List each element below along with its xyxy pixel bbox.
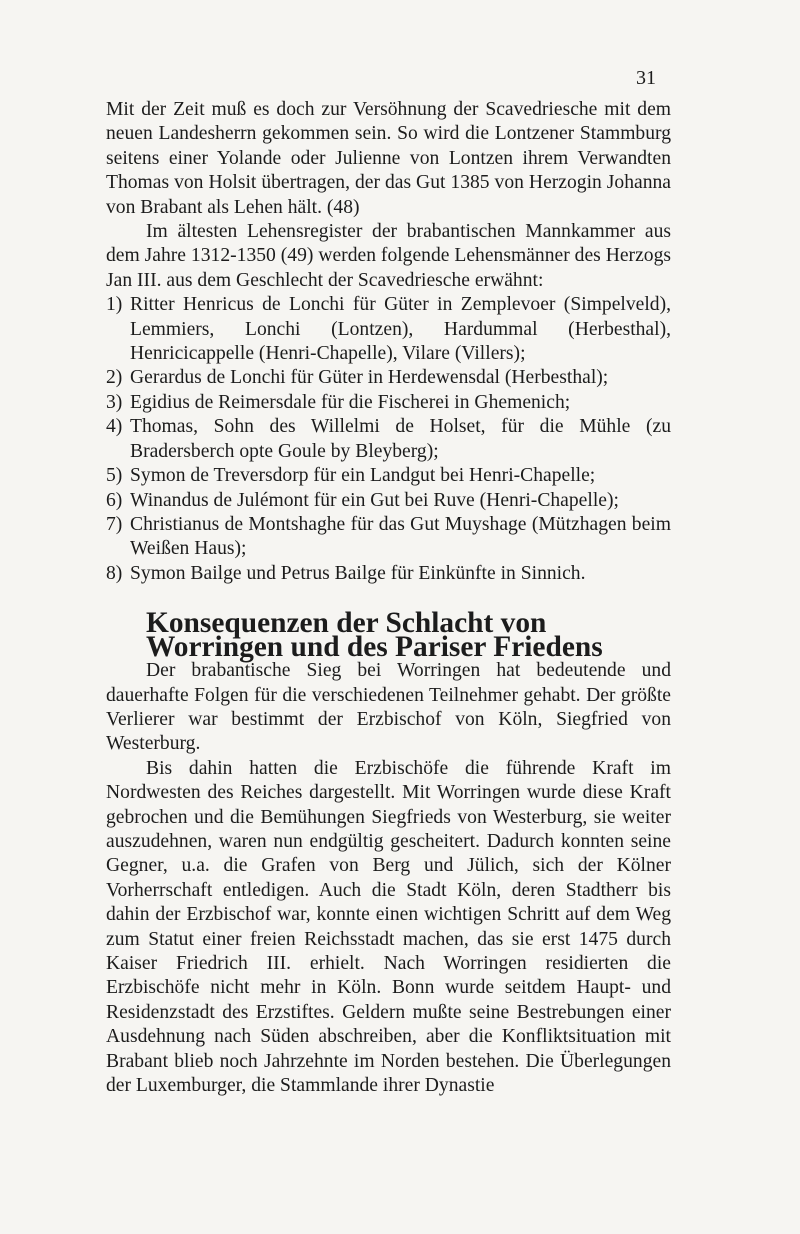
list-item-number: 8)	[106, 562, 123, 584]
list-item	[106, 464, 671, 488]
list-item	[106, 366, 671, 390]
page-number: 31	[636, 67, 656, 89]
list-item-text: Winandus de Julémont für ein Gut bei Ruve (Henri-Chapelle);	[130, 489, 619, 511]
list-item-text: Egidius de Reimersdale für die Fischerei in Ghemenich;	[130, 391, 571, 413]
paragraph: Mit der Zeit muß es doch zur Versöhnung der Scavedriesche mit dem neuen Landesherrn gekommen sein. So wird die Lontzener Stammburg seitens einer Yolande oder Julienne von Lontzen ihrem Verwandten Thomas von Holsit übertragen, der das Gut 1385 von Herzogin Johanna von Brabant als Lehen hält. (48)	[106, 99, 671, 218]
list-item-number: 2)	[106, 367, 123, 389]
list-item-number: 3)	[106, 391, 123, 413]
list-item-number: 1)	[106, 294, 123, 316]
list-item	[106, 415, 671, 464]
list-item-text: Symon de Treversdorp für ein Landgut bei Henri-Chapelle;	[130, 465, 596, 487]
list-item-number: 6)	[106, 489, 123, 511]
list-item-number: 5)	[106, 465, 123, 487]
list-item-text: Gerardus de Lonchi für Güter in Herdewensdal (Herbesthal);	[130, 367, 609, 389]
list-item	[106, 391, 671, 415]
paragraph: Der brabantische Sieg bei Worringen hat bedeutende und dauerhafte Folgen für die verschiedenen Teilnehmer gehabt. Der größte Verlierer war bestimmt der Erzbischof von Köln, Siegfried von Westerburg.	[106, 660, 671, 755]
list-item	[106, 489, 671, 513]
list-item	[106, 513, 671, 562]
page-body	[106, 98, 671, 1098]
list-item-text: Christianus de Montshaghe für das Gut Muyshage (Mützhagen beim Weißen Haus);	[130, 513, 671, 560]
fief-holders-list	[106, 293, 671, 586]
list-item-number: 7)	[106, 513, 123, 535]
list-item	[106, 562, 671, 586]
list-item-text: Ritter Henricus de Lonchi für Güter in Zemplevoer (Simpelveld), Lemmiers, Lonchi (Lontzen), Hardummal (Herbesthal), Henricicappelle (Henri-Chapelle), Vilare (Villers);	[130, 294, 671, 365]
list-item-text: Thomas, Sohn des Willelmi de Holset, für die Mühle (zu Bradersberch opte Goule by Bleyberg);	[130, 416, 671, 462]
list-item-number: 4)	[106, 416, 123, 438]
list-item	[106, 293, 671, 366]
paragraph: Im ältesten Lehensregister der brabantischen Mannkammer aus dem Jahre 1312-1350 (49) werden folgende Lehensmänner des Herzogs Jan III. aus dem Geschlecht der Scavedriesche erwähnt:	[106, 221, 671, 291]
list-item-text: Symon Bailge und Petrus Bailge für Einkünfte in Sinnich.	[130, 562, 586, 584]
paragraph: Bis dahin hatten die Erzbischöfe die führende Kraft im Nordwesten des Reiches dargestellt. Mit Worringen wurde diese Kraft gebrochen und die Bemühungen Siegfrieds von Westerburg, sie weiter auszudehnen, waren nun endgültig gescheitert. Dadurch konnten seine Gegner, u.a. die Grafen von Berg und Jülich, sich der Kölner Vorherrschaft entledigen. Auch die Stadt Köln, deren Stadtherr bis dahin der Erzbischof war, konnte einen wichtigen Schritt auf dem Weg zum Statut einer freien Reichsstadt machen, das sie erst 1475 durch Kaiser Friedrich III. erhielt. Nach Worringen residierten die Erzbischöfe nicht mehr in Köln. Bonn wurde seitdem Haupt- und Residenzstadt des Erzstiftes. Geldern mußte seine Bestrebungen einer Ausdehnung nach Süden abschreiben, aber die Konfliktsituation mit Brabant blieb noch Jahrzehnte im Norden bestehen. Die Überlegungen der Luxemburger, die Stammlande ihrer Dynastie	[106, 757, 671, 1097]
section-heading: Konsequenzen der Schlacht von Worringen und des Pariser Friedens	[146, 607, 603, 664]
